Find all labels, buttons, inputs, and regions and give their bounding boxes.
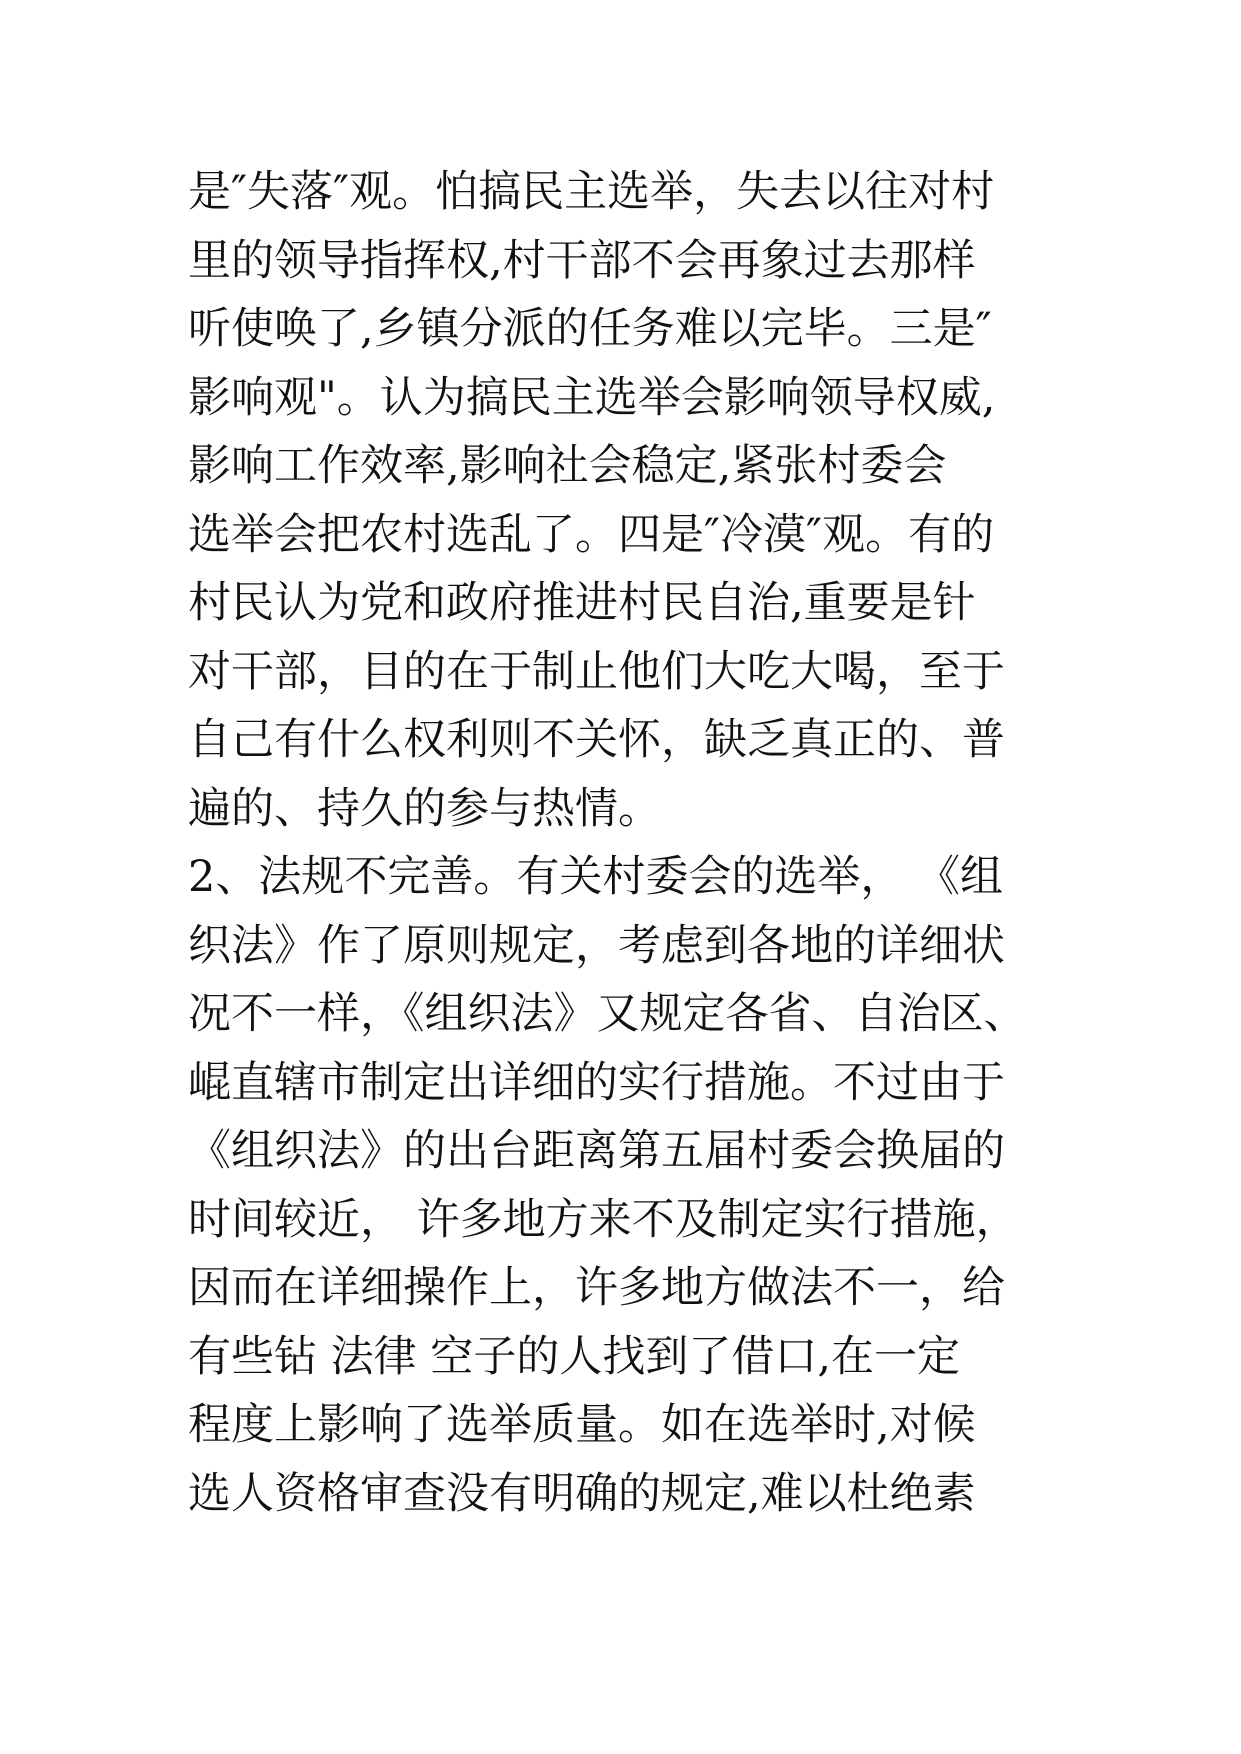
text-line-9: 自己有什么权利则不关怀，缺乏真正的、普: [188, 715, 1005, 765]
text-line-13: 况不一样，《组织法》又规定各省、自治区、: [188, 989, 1027, 1039]
body-text: [188, 158, 1068, 1528]
text-line-18: 有些钻 法律 空子的人找到了借口,在一定: [188, 1331, 961, 1382]
text-line-14: 崐直辖市制定出详细的实行措施。不过由于: [188, 1057, 1005, 1108]
text-line-12: 织法》作了原则规定，考虑到各地的详细状: [188, 920, 1005, 971]
text-line-7: 村民认为党和政府推进村民自治,重要是针: [188, 578, 976, 628]
text-line-19: 程度上影响了选举质量。如在选举时,对候: [188, 1400, 976, 1450]
text-line-20: 选人资格审查没有明确的规定,难以杜绝素: [188, 1468, 976, 1519]
text-line-5: 影响工作效率,影响社会稳定,紧张村委会: [188, 441, 947, 491]
text-line-10: 遍的、持久的参与热情。: [188, 783, 661, 834]
text-line-3: 听使唤了,乡镇分派的任务难以完毕。三是″: [188, 304, 992, 354]
text-line-11: 2、法规不完善。有关村委会的选举， 《组: [188, 852, 1004, 902]
text-line-6: 选举会把农村选乱了。四是″冷漠″观。有的: [188, 509, 995, 560]
text-line-1: 是″失落″观。怕搞民主选举，失去以往对村: [188, 167, 995, 217]
text-line-4: 影响观"。认为搞民主选举会影响领导权威,: [188, 372, 996, 423]
text-line-15: 《组织法》的出台距离第五届村委会换届的: [188, 1126, 1005, 1176]
text-line-16: 时间较近， 许多地方来不及制定实行措施，: [188, 1194, 1019, 1245]
text-line-17: 因而在详细操作上，许多地方做法不一，给: [188, 1263, 1005, 1313]
text-line-8: 对干部，目的在于制止他们大吃大喝，至于: [188, 646, 1005, 697]
text-line-2: 里的领导指挥权,村干部不会再象过去那样: [188, 235, 976, 286]
